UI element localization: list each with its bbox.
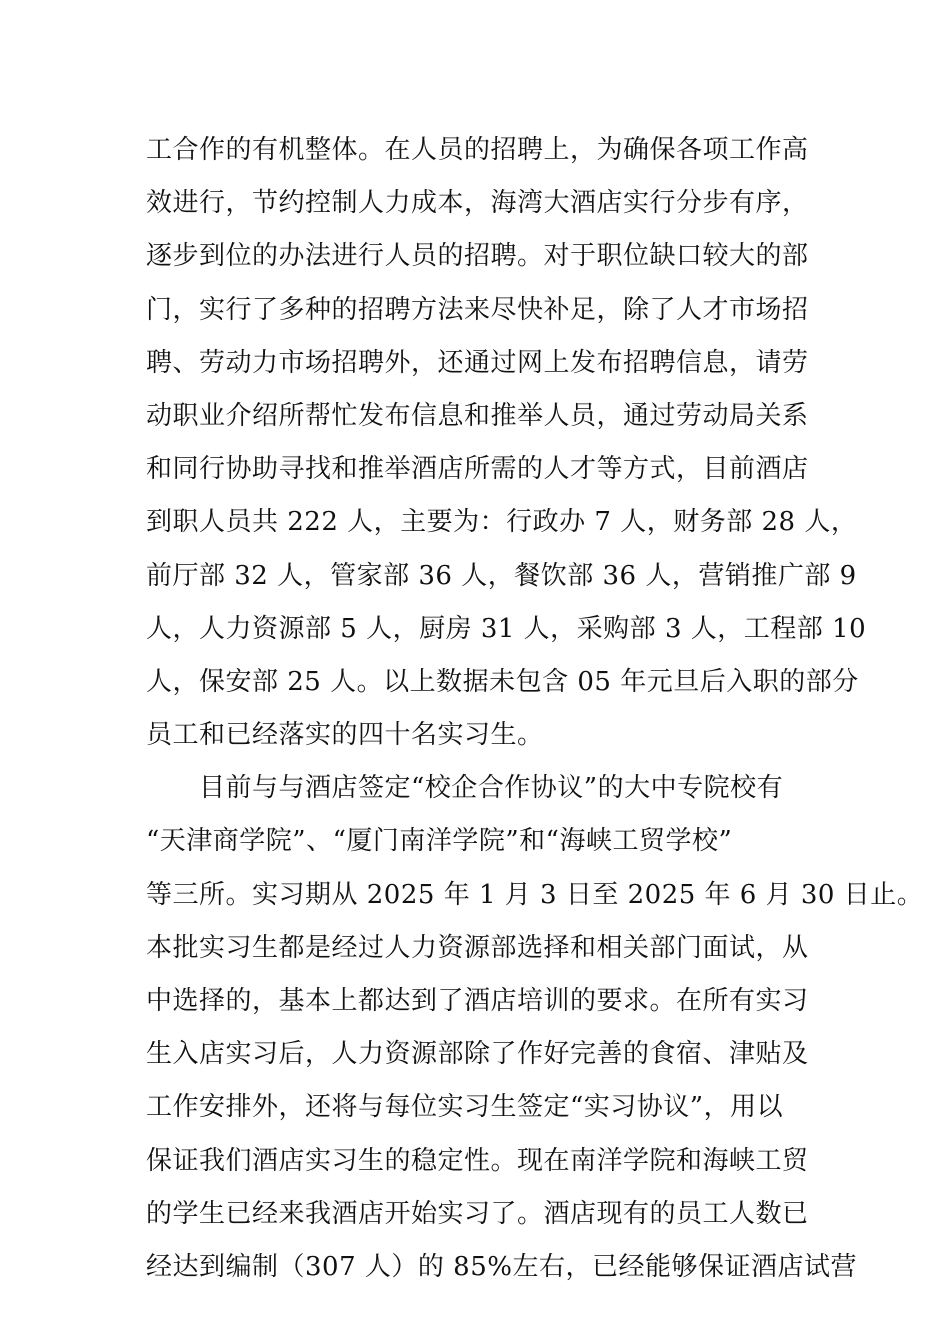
text-line: 的学生已经来我酒店开始实习了。酒店现有的员工人数已 — [146, 1198, 809, 1229]
text-line: 中选择的，基本上都达到了酒店培训的要求。在所有实习 — [146, 986, 809, 1016]
text-line: 动职业介绍所帮忙发布信息和推举人员，通过劳动局关系 — [146, 400, 809, 431]
text-line: 本批实习生都是经过人力资源部选择和相关部门面试，从 — [146, 932, 809, 963]
text-line: 等三所。实习期从 2025 年 1 月 3 日至 2025 年 6 月 30 日止。 — [146, 879, 924, 910]
body-text — [146, 124, 924, 1294]
text-line: 员工和已经落实的四十名实习生。 — [146, 720, 544, 751]
text-line: 效进行，节约控制人力成本，海湾大酒店实行分步有序， — [146, 188, 809, 219]
paragraph-2 — [146, 762, 924, 1294]
text-line: 生入店实习后，人力资源部除了作好完善的食宿、津贴及 — [146, 1039, 809, 1070]
text-line: 工合作的有机整体。在人员的招聘上，为确保各项工作高 — [146, 135, 809, 165]
text-line: 聘、劳动力市场招聘外，还通过网上发布招聘信息，请劳 — [146, 347, 809, 378]
text-line: 工作安排外，还将与每位实习生签定“实习协议”，用以 — [146, 1092, 784, 1123]
text-line: 门，实行了多种的招聘方法来尽快补足，除了人才市场招 — [146, 294, 809, 325]
text-line: 经达到编制（307 人）的 85%左右，已经能够保证酒店试营 — [146, 1251, 857, 1282]
text-line: 人，人力资源部 5 人，厨房 31 人，采购部 3 人，工程部 10 — [146, 613, 867, 644]
paragraph-1 — [146, 124, 867, 762]
text-line: 逐步到位的办法进行人员的招聘。对于职位缺口较大的部 — [146, 241, 809, 272]
text-line: 前厅部 32 人，管家部 36 人，餐饮部 36 人，营销推广部 9 — [146, 560, 857, 591]
text-line: 到职人员共 222 人，主要为：行政办 7 人，财务部 28 人， — [146, 507, 858, 538]
text-line: 保证我们酒店实习生的稳定性。现在南洋学院和海峡工贸 — [146, 1145, 809, 1176]
text-line: 和同行协助寻找和推举酒店所需的人才等方式，目前酒店 — [146, 454, 809, 485]
text-line: 人，保安部 25 人。以上数据未包含 05 年元旦后入职的部分 — [146, 666, 859, 697]
text-line: “天津商学院”、“厦门南洋学院”和“海峡工贸学校” — [146, 826, 733, 857]
text-line: 目前与与酒店签定“校企合作协议”的大中专院校有 — [146, 773, 784, 804]
